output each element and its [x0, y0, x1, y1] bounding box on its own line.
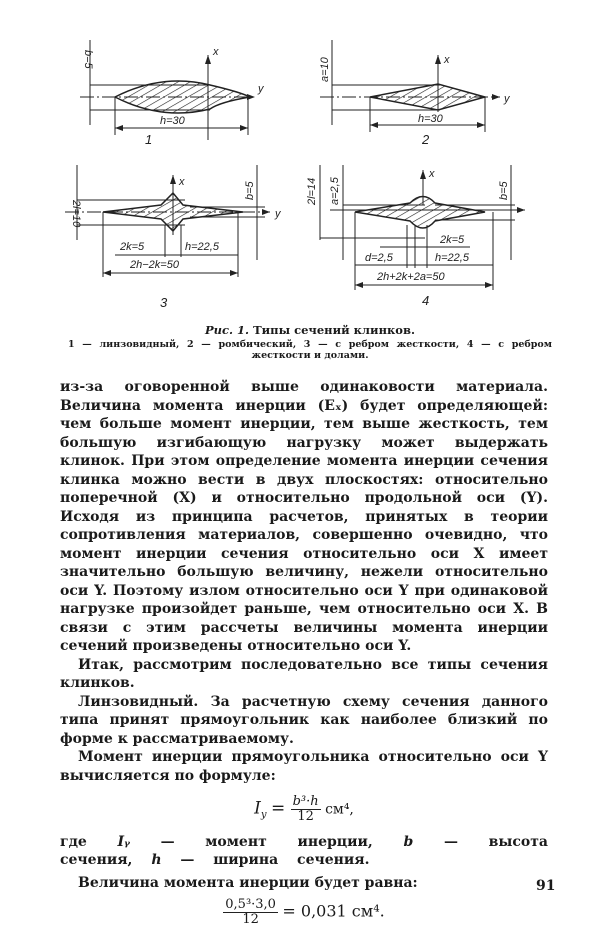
paragraph-6: Величина момента инерции будет равна:: [78, 874, 418, 891]
paragraph-3: [60, 693, 548, 749]
page-number: 91: [536, 878, 556, 894]
paragraph-4: Момент инерции прямоугольника относительно оси Y вычисляется по формуле:: [60, 749, 548, 784]
rib-width-label: 2k=5: [120, 241, 145, 253]
formula-lhs-sub: y: [260, 809, 267, 821]
height-label: a=10: [319, 57, 331, 82]
formula-numerator: 0,5³·3,0: [225, 897, 276, 913]
formula-result-value: = 0,031 см⁴.: [282, 901, 385, 921]
thickness-label: 2l=14: [306, 177, 318, 205]
thickness-label: 2l=10: [70, 200, 82, 228]
var-h: h: [151, 852, 162, 869]
figure-panel-1: [70, 40, 290, 150]
x-axis-label: x: [179, 176, 185, 188]
half-width-label: h=22,5: [185, 241, 219, 253]
formula-numerator: b³·h: [292, 794, 319, 809]
rhombic-section-diagram: [320, 40, 520, 150]
section-term: Линзовидный.: [78, 693, 199, 710]
formula-equals: =: [270, 798, 291, 819]
formula-lhs: I: [254, 798, 261, 819]
y-axis-label: y: [275, 208, 281, 220]
height-label: b=5: [498, 181, 510, 200]
text: — момент инерции,: [129, 833, 404, 850]
caption-legend: 1 — линзовидный, 2 — ромбический, 3 — с ребром жесткости, 4 — с ребром жесткости и долами.: [68, 339, 552, 361]
formula-denominator: 12: [297, 809, 314, 824]
height-label: b=5: [82, 50, 94, 69]
caption-title: [60, 323, 560, 337]
text: — ширина сечения.: [161, 852, 370, 869]
formula-denominator: 12: [242, 912, 259, 928]
paragraph-3-text: За расчетную схему сечения данного типа принят прямоугольник как наиболее близкий по форме к рассматриваемому.: [60, 693, 548, 747]
rib-section-diagram: [65, 165, 305, 295]
y-axis-label: y: [258, 83, 264, 95]
formula-fraction: [223, 898, 278, 927]
text: — высота сечения,: [60, 833, 548, 869]
text: где: [60, 833, 118, 850]
caption-prefix: Рис. 1.: [205, 323, 250, 337]
rib-fuller-section-diagram: [295, 165, 535, 295]
var-b: b: [403, 833, 414, 850]
panel-number: 2: [422, 132, 430, 147]
width-label: h=30: [160, 115, 185, 127]
figure-panel-4: [295, 165, 535, 308]
x-axis-label: x: [444, 54, 450, 66]
body-text: [60, 378, 548, 935]
paragraph-5: [60, 833, 548, 870]
rib-width-label: 2k=5: [440, 234, 465, 246]
formula-moment-of-inertia: [60, 795, 548, 825]
panel-number: 1: [145, 132, 153, 147]
height-label: b=5: [244, 181, 256, 200]
paragraph-2: Итак, рассмотрим последовательно все типы сечения клинков.: [60, 656, 548, 691]
width-label: h=30: [418, 113, 443, 125]
x-axis-label: x: [429, 168, 435, 180]
formula-result: [60, 898, 548, 927]
formula-fraction: [291, 795, 321, 824]
fuller-width-label: d=2,5: [365, 252, 393, 264]
y-axis-label: y: [504, 93, 510, 105]
figure-caption: [60, 323, 560, 361]
figure-panel-2: [320, 40, 520, 150]
var-iy: Iᵧ: [117, 833, 130, 850]
total-width-label: 2h+2k+2a=50: [377, 271, 445, 283]
panel-number: 3: [160, 295, 168, 310]
caption-title-text: Типы сечений клинков.: [253, 323, 415, 337]
x-axis-label: x: [213, 46, 219, 58]
lens-section-diagram: [70, 40, 290, 150]
formula-unit: см⁴,: [325, 801, 354, 818]
half-width-label: h=22,5: [435, 252, 469, 264]
paragraph-1: из-за оговоренной выше одинаковости материала. Величина момента инерции (Eₓ) будет определяющей: чем больше момент инерции, тем выше жесткость, тем большую изгибающую нагрузку может выдержать клинок. При этом определение момента инерции сечения клинка можно вести в двух плоскостях: относительно поперечной (X) и относительно продольной оси (Y). Исходя из принципа расчетов, принятых в теории сопротивления материалов, совершенно очевидно, что момент инерции сечения относительно оси X имеет значительно большую величину, нежели относительно оси Y. Поэтому излом относительно оси Y при одинаковой нагрузке произойдет раньше, чем относительно оси X. В связи с этим рассчеты величины момента инерции сечений произведены относительно оси Y.: [60, 379, 548, 654]
total-width-label: 2h−2k=50: [130, 259, 179, 271]
fuller-depth-label: a=2,5: [329, 177, 341, 205]
panel-number: 4: [422, 293, 430, 308]
figure-panel-3: [65, 165, 305, 310]
